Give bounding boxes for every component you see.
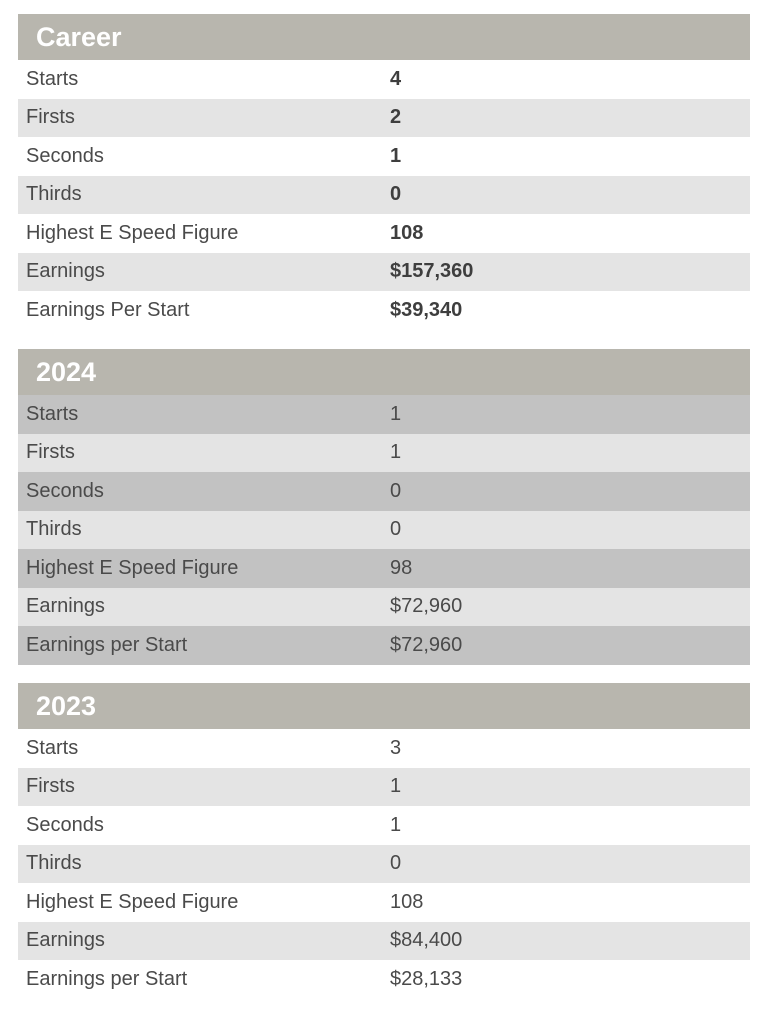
row-value: 1 [390,441,402,464]
season-2023-stats-table [18,683,750,999]
row-value: 0 [390,852,402,875]
table-row [18,434,750,473]
row-value: 0 [390,183,402,206]
row-label: Earnings [26,929,105,952]
table-row [18,137,750,176]
career-stats-table [18,14,750,330]
row-label: Starts [26,736,79,759]
row-value: 1 [390,813,402,836]
row-label: Earnings per Start [26,633,188,656]
row-label: Thirds [26,183,82,206]
table-row [18,549,750,588]
row-value: $28,133 [390,967,463,990]
season-2023-rows [18,729,750,999]
row-value: $39,340 [390,298,463,321]
row-value: $72,960 [390,633,463,656]
table-row [18,729,750,768]
table-row [18,626,750,665]
row-label: Earnings Per Start [26,298,190,321]
season-2023-header: 2023 [18,683,750,729]
table-row [18,291,750,330]
row-label: Earnings per Start [26,967,188,990]
table-row [18,883,750,922]
row-value: 0 [390,479,402,502]
table-row [18,253,750,292]
row-value: 1 [390,775,402,798]
row-label: Starts [26,67,79,90]
table-row [18,472,750,511]
row-value: 1 [390,144,402,167]
row-value: 0 [390,518,402,541]
row-value: $84,400 [390,929,463,952]
row-label: Seconds [26,813,104,836]
season-2024-rows [18,395,750,665]
career-header: Career [18,14,750,60]
row-value: 1 [390,402,402,425]
row-label: Thirds [26,518,82,541]
table-row [18,60,750,99]
season-2024-header: 2024 [18,349,750,395]
row-value: 4 [390,67,402,90]
row-label: Earnings [26,595,105,618]
row-label: Firsts [26,441,75,464]
table-row [18,511,750,550]
row-label: Highest E Speed Figure [26,221,239,244]
season-2024-stats-table [18,349,750,665]
row-label: Highest E Speed Figure [26,890,239,913]
table-row [18,99,750,138]
table-row [18,845,750,884]
row-value: 108 [390,221,424,244]
row-value: 98 [390,556,413,579]
career-rows [18,60,750,330]
row-label: Thirds [26,852,82,875]
table-row [18,214,750,253]
row-label: Starts [26,402,79,425]
row-value: $157,360 [390,260,474,283]
table-row [18,176,750,215]
row-label: Firsts [26,775,75,798]
row-value: 2 [390,106,402,129]
row-label: Firsts [26,106,75,129]
row-label: Earnings [26,260,105,283]
row-value: $72,960 [390,595,463,618]
row-label: Highest E Speed Figure [26,556,239,579]
table-row [18,768,750,807]
table-row [18,395,750,434]
row-label: Seconds [26,479,104,502]
row-label: Seconds [26,144,104,167]
table-row [18,806,750,845]
table-row [18,922,750,961]
row-value: 3 [390,736,402,759]
table-row [18,960,750,999]
table-row [18,588,750,627]
row-value: 108 [390,890,424,913]
